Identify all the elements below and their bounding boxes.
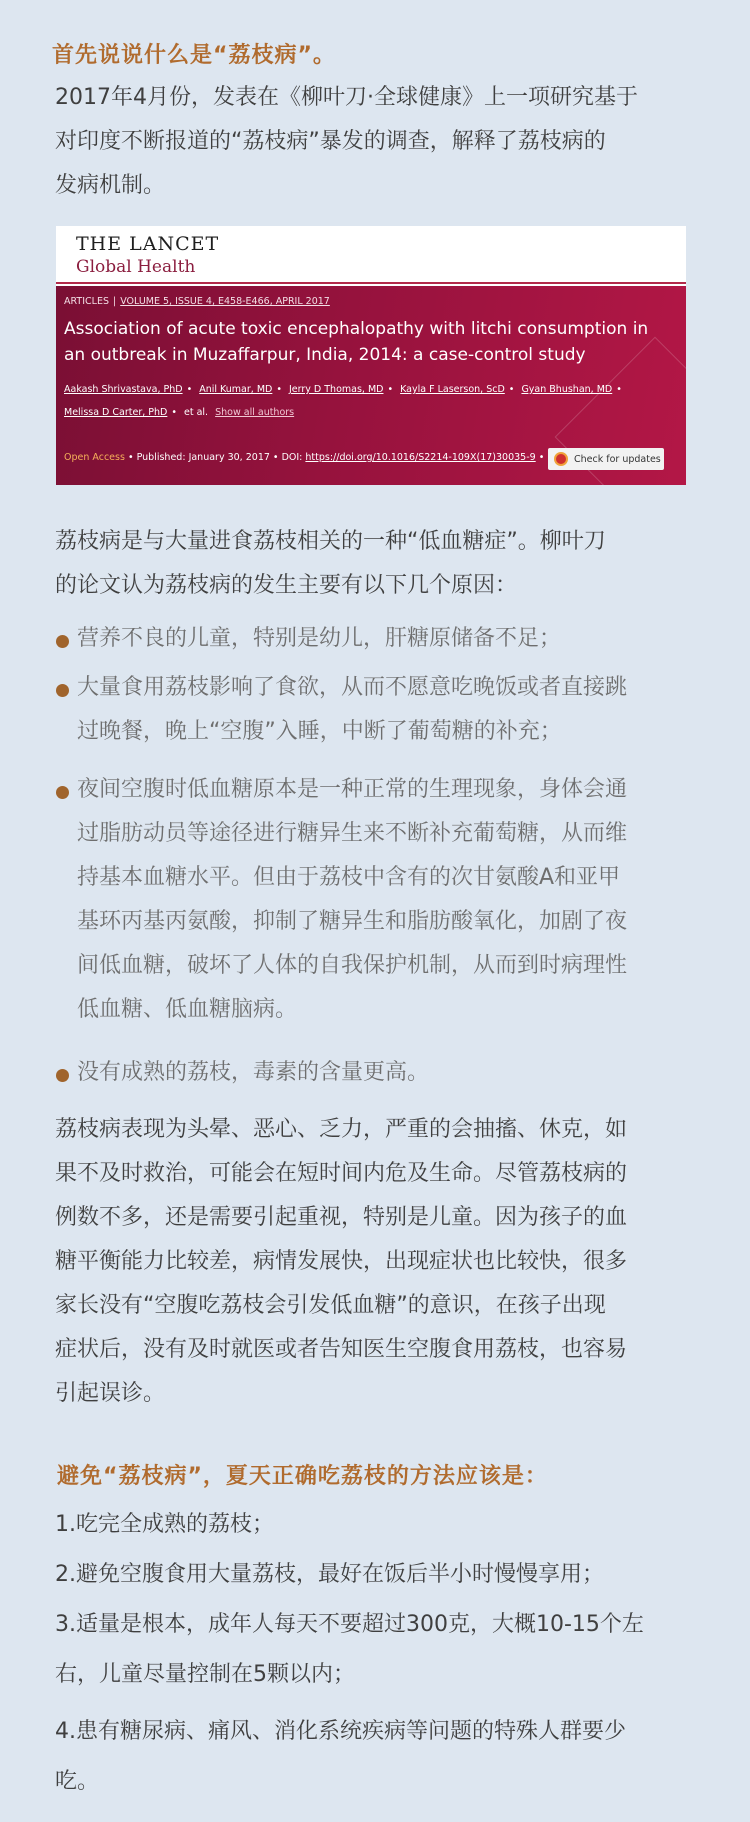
bullet-icon <box>56 786 69 799</box>
author: Gyan Bhushan, MD <box>521 384 613 395</box>
author: Kayla F Laserson, ScD <box>400 384 505 395</box>
causes-list <box>55 768 705 1032</box>
text-line: 荔枝病表现为头晕、恶心、乏力，严重的会抽搐、休克，如 <box>55 1117 628 1142</box>
causes-list <box>55 666 705 754</box>
published-label: Published: <box>136 452 186 463</box>
header-divider <box>56 282 686 284</box>
text-line: 对印度不断报道的“荔枝病”暴发的调查，解释了荔枝病的 <box>55 129 606 154</box>
list-item <box>55 666 705 754</box>
volume-link: VOLUME 5, ISSUE 4, E458-E466, APRIL 2017 <box>120 296 330 307</box>
causes-intro-paragraph <box>55 520 700 608</box>
text-line: 荔枝病是与大量进食荔枝相关的一种“低血糖症”。柳叶刀 <box>55 529 606 554</box>
text-line: 糖平衡能力比较差，病情发展快，出现症状也比较快，很多 <box>55 1249 628 1274</box>
article-meta: ARTICLES | VOLUME 5, ISSUE 4, E458-E466, APRIL 2017 <box>64 296 330 307</box>
open-access-label: Open Access <box>64 452 125 463</box>
text-line: 过晚餐，晚上“空腹”入睡，中断了葡萄糖的补充； <box>77 719 562 744</box>
text-line: 发病机制。 <box>55 173 166 198</box>
text-line: 家长没有“空腹吃荔枝会引发低血糖”的意识，在孩子出现 <box>55 1293 606 1318</box>
show-all-authors: Show all authors <box>215 407 295 418</box>
text-line: 大量食用荔枝影响了食欲，从而不愿意吃晚饭或者直接跳 <box>77 675 628 700</box>
author: Jerry D Thomas, MD <box>288 384 384 395</box>
bullet-icon <box>56 1069 69 1082</box>
text-line: 右，儿童尽量控制在5颗以内； <box>55 1662 355 1687</box>
text-line: 吃。 <box>55 1769 100 1794</box>
text-line: 4.患有糖尿病、痛风、消化系统疾病等问题的特殊人群要少 <box>55 1719 626 1744</box>
bullet-icon <box>56 684 69 697</box>
journal-subtitle: Global Health <box>76 257 196 277</box>
text-line: 3.适量是根本，成年人每天不要超过300克，大概10-15个左 <box>55 1612 644 1637</box>
section-heading-what-is: 首先说说什么是“荔枝病”。 <box>52 43 336 68</box>
text-line: 低血糖、低血糖脑病。 <box>77 997 298 1022</box>
text-line: 1.吃完全成熟的荔枝； <box>55 1512 274 1537</box>
text-line: 间低血糖，破坏了人体的自我保护机制，从而到时病理性 <box>77 953 628 978</box>
text-line: 夜间空腹时低血糖原本是一种正常的生理现象，身体会通 <box>77 777 628 802</box>
author: Melissa D Carter, PhD <box>64 407 168 418</box>
text-line: 症状后，没有及时就医或者告知医生空腹食用荔枝，也容易 <box>55 1337 628 1362</box>
list-item <box>55 768 705 1032</box>
list-item <box>55 617 705 661</box>
doi-link: https://doi.org/10.1016/S2214-109X(17)30035-9 <box>305 452 536 463</box>
text-line: 2017年4月份，发表在《柳叶刀·全球健康》上一项研究基于 <box>55 85 638 110</box>
causes-list <box>55 617 705 661</box>
text-line: 营养不良的儿童，特别是幼儿，肝糖原储备不足； <box>77 626 562 651</box>
check-updates-label: Check for updates <box>574 453 661 465</box>
check-for-updates-badge <box>548 448 664 470</box>
journal-name: THE LANCET <box>76 233 220 255</box>
text-line: 过脂肪动员等途径进行糖异生来不断补充葡萄糖，从而维 <box>77 821 628 846</box>
text-line: 引起误诊。 <box>55 1381 166 1406</box>
published-date: January 30, 2017 <box>188 452 270 463</box>
text-line: 例数不多，还是需要引起重视，特别是儿童。因为孩子的血 <box>55 1205 628 1230</box>
author-list: Aakash Shrivastava, PhD • Anil Kumar, MD • Jerry D Thomas, MD • Kayla F Laserson, ScD • Gyan Bhushan, MD • Melissa D Carter, PhD • et al. Show all authors <box>64 384 622 418</box>
tip-item <box>55 1500 705 1550</box>
lancet-logo <box>76 232 219 278</box>
text-line: 的论文认为荔枝病的发生主要有以下几个原因： <box>55 573 518 598</box>
lancet-article-image <box>56 226 686 485</box>
list-item <box>55 1051 705 1095</box>
text-line: 果不及时救治，可能会在短时间内危及生命。尽管荔枝病的 <box>55 1161 628 1186</box>
author: Anil Kumar, MD <box>199 384 273 395</box>
doi-label: DOI: <box>281 452 303 463</box>
crossmark-icon <box>554 452 568 466</box>
section-heading-tips: 避免“荔枝病”，夏天正确吃荔枝的方法应该是： <box>57 1464 548 1489</box>
et-al: et al. <box>183 407 209 418</box>
text-line: 持基本血糖水平。但由于荔枝中含有的次甘氨酸A和亚甲 <box>77 865 621 890</box>
tip-item <box>55 1600 705 1700</box>
symptoms-paragraph <box>55 1108 700 1416</box>
article-banner <box>56 286 686 485</box>
tip-item <box>55 1550 705 1600</box>
article-title: Association of acute toxic encephalopathy with litchi consumption in an outbreak in Muzaffarpur, India, 2014: a case-control study <box>64 319 649 365</box>
text-line: 基环丙基丙氨酸，抑制了糖异生和脂肪酸氧化，加剧了夜 <box>77 909 628 934</box>
causes-list <box>55 1051 705 1095</box>
intro-paragraph <box>55 76 700 208</box>
text-line: 2.避免空腹食用大量荔枝，最好在饭后半小时慢慢享用； <box>55 1562 604 1587</box>
author: Aakash Shrivastava, PhD <box>64 384 183 395</box>
tip-item <box>55 1707 705 1807</box>
text-line: 没有成熟的荔枝，毒素的含量更高。 <box>77 1060 430 1085</box>
bullet-icon <box>56 635 69 648</box>
section-label: ARTICLES <box>64 296 109 307</box>
publication-info: Open Access • Published: January 30, 2017 • DOI: https://doi.org/10.1016/S2214-109X(17)30035-9 • <box>64 452 545 463</box>
